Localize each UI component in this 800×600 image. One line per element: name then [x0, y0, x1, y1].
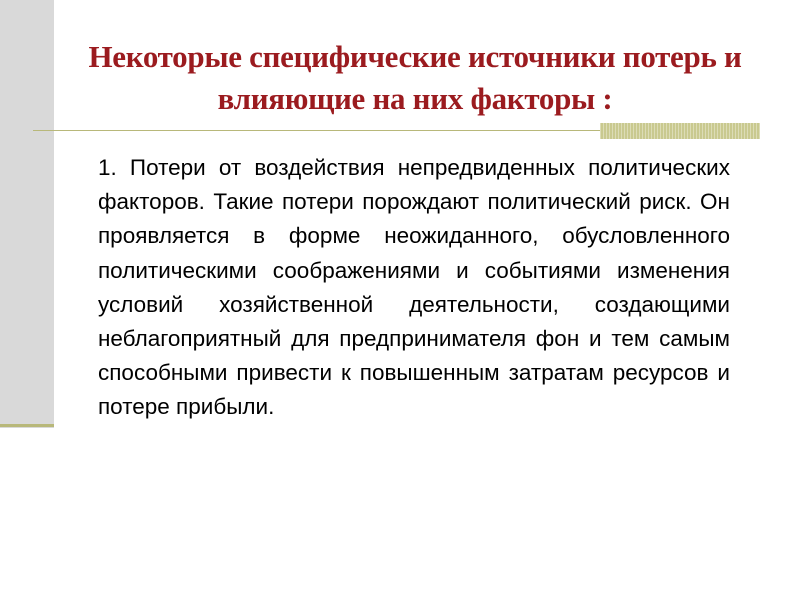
left-decorative-band — [0, 0, 54, 428]
left-band-underline — [0, 424, 54, 427]
title-divider-block — [600, 123, 760, 139]
slide-title: Некоторые специфические источники потерь и влияющие на них факторы : — [88, 39, 742, 116]
title-divider-line — [33, 130, 600, 131]
body-paragraph: 1. Потери от воздействия непредвиденных политических факторов. Такие потери порождают политический риск. Он проявляется в форме неожиданного, обусловленного политическими соображениями и событиями изменения условий хозяйственной деятельности, создающими неблагоприятный для предпринимателя фон и тем самым способными привести к повышенным затратам ресурсов и потере прибыли. — [98, 155, 730, 420]
